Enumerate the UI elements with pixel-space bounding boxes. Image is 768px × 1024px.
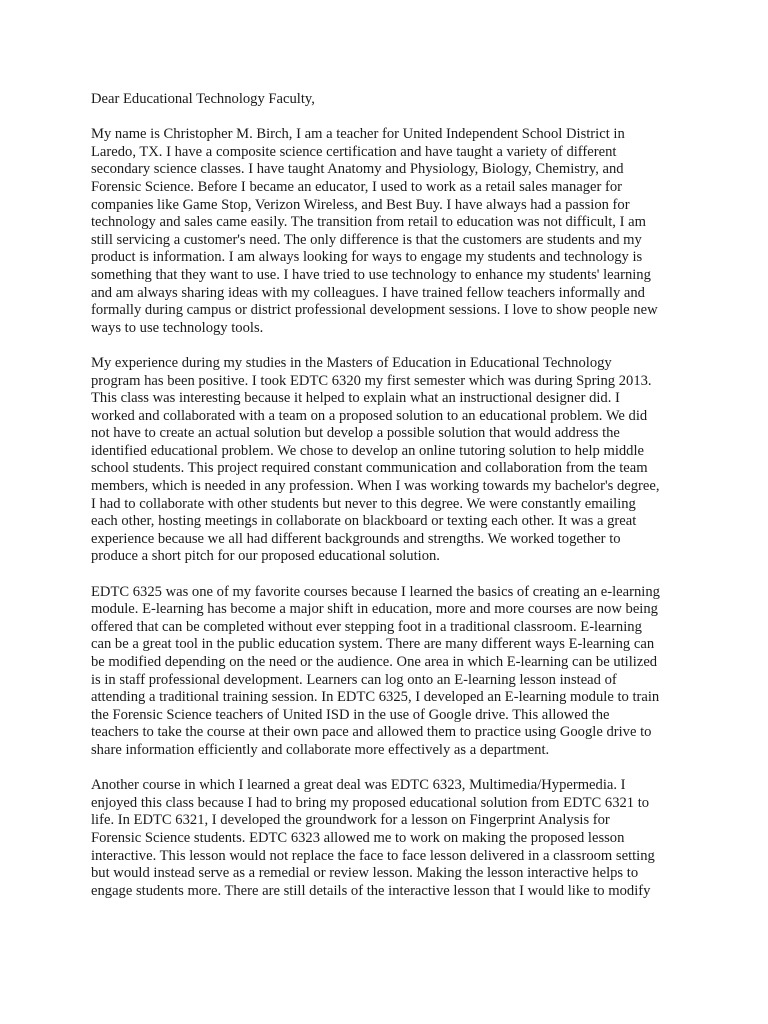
text-line: engage students more. There are still details of the interactive lesson that I would like to modify xyxy=(91,882,651,899)
paragraphs xyxy=(91,126,691,900)
text-line: My name is Christopher M. Birch, I am a teacher for United Independent School District in xyxy=(91,126,625,143)
text-line: teachers to take the course at their own pace and allowed them to practice using Google drive to xyxy=(91,724,652,741)
text-line: members, which is needed in any profession. When I was working towards my bachelor's degree, xyxy=(91,478,660,495)
text-line: life. In EDTC 6321, I developed the groundwork for a lesson on Fingerprint Analysis for xyxy=(91,812,610,829)
text-line: Another course in which I learned a great deal was EDTC 6323, Multimedia/Hypermedia. I xyxy=(91,777,626,794)
text-line: but would instead serve as a remedial or review lesson. Making the lesson interactive helps to xyxy=(91,865,639,882)
text-line: companies like Game Stop, Verizon Wireless, and Best Buy. I have always had a passion for xyxy=(91,196,630,213)
text-line: experience because we all had different backgrounds and strengths. We worked together to xyxy=(91,530,621,547)
text-line: ways to use technology tools. xyxy=(91,319,264,336)
text-line: I had to collaborate with other students but never to this degree. We were constantly emailing xyxy=(91,495,636,512)
text-line: the Forensic Science teachers of United ISD in the use of Google drive. This allowed the xyxy=(91,706,610,723)
text-line: This class was interesting because it helped to explain what an instructional designer did. I xyxy=(91,390,620,407)
text-line: Forensic Science. Before I became an educator, I used to work as a retail sales manager for xyxy=(91,178,623,195)
text-line: be modified depending on the need or the audience. One area in which E-learning can be utilized xyxy=(91,654,658,670)
text-line: enjoyed this class because I had to bring my proposed educational solution from EDTC 6321 to xyxy=(91,794,650,811)
text-line: interactive. This lesson would not replace the face to face lesson delivered in a classroom setting xyxy=(91,847,655,864)
paragraph xyxy=(91,126,691,337)
paragraph xyxy=(91,355,691,566)
text-line: Laredo, TX. I have a composite science certification and have taught a variety of different xyxy=(91,143,617,160)
text-line: can be a great tool in the public education system. There are many different ways E-learning can xyxy=(91,636,655,653)
text-line: not have to create an actual solution but develop a possible solution that would address the xyxy=(91,425,620,442)
text-line: and am always sharing ideas with my colleagues. I have trained fellow teachers informally and xyxy=(91,284,645,301)
paragraph xyxy=(91,777,691,900)
text-line: module. E-learning has become a major shift in education, more and more courses are now being xyxy=(91,601,658,618)
text-line: worked and collaborated with a team on a proposed solution to an educational problem. We did xyxy=(91,407,648,424)
text-line: Forensic Science students. EDTC 6323 allowed me to work on making the proposed lesson xyxy=(91,829,625,846)
salutation: Dear Educational Technology Faculty, xyxy=(91,91,315,107)
text-line: attending a traditional training session. In EDTC 6325, I developed an E-learning module to train xyxy=(91,689,660,706)
paragraph xyxy=(91,584,691,760)
text-line: each other, hosting meetings in collaborate on blackboard or texting each other. It was a great xyxy=(91,513,637,530)
text-line: formally during campus or district professional development sessions. I love to show people new xyxy=(91,302,658,319)
text-line: is in staff professional development. Learners can log onto an E-learning lesson instead of xyxy=(91,671,617,688)
text-line: technology and sales came easily. The transition from retail to education was not difficult, I am xyxy=(91,214,646,231)
text-line: still servicing a customer's need. The only difference is that the customers are students and my xyxy=(91,231,642,248)
text-line: secondary science classes. I have taught Anatomy and Physiology, Biology, Chemistry, and xyxy=(91,161,624,178)
letter-body xyxy=(91,91,691,918)
text-line: offered that can be completed without ever stepping foot in a traditional classroom. E-learning xyxy=(91,618,642,635)
text-line: share information efficiently and collaborate more effectively as a department. xyxy=(91,741,550,758)
text-line: produce a short pitch for our proposed educational solution. xyxy=(91,548,440,565)
text-line: product is information. I am always looking for ways to engage my students and technology is xyxy=(91,249,643,266)
text-line: EDTC 6325 was one of my favorite courses because I learned the basics of creating an e-learning xyxy=(91,583,660,600)
text-line: program has been positive. I took EDTC 6320 my first semester which was during Spring 2013. xyxy=(91,372,652,389)
text-line: school students. This project required constant communication and collaboration from the team xyxy=(91,460,648,477)
text-line: My experience during my studies in the Masters of Education in Educational Technology xyxy=(91,354,612,371)
text-line: something that they want to use. I have tried to use technology to enhance my students' learning xyxy=(91,266,651,283)
text-line: identified educational problem. We chose to develop an online tutoring solution to help middle xyxy=(91,442,644,459)
